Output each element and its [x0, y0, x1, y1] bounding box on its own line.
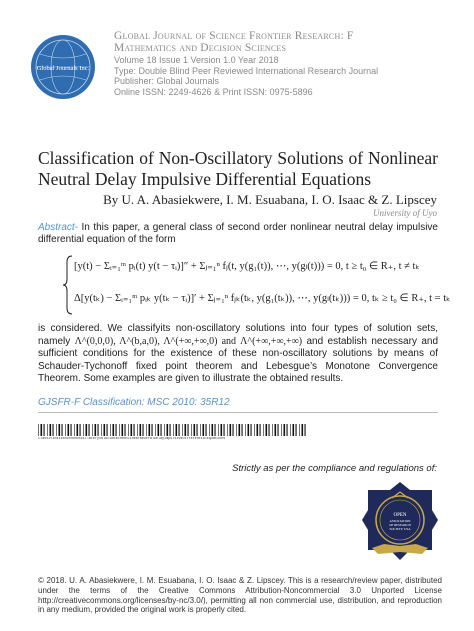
barcode-bar: [107, 424, 108, 436]
svg-text:ASSOCIATION: ASSOCIATION: [389, 519, 411, 523]
barcode-bar: [227, 424, 228, 436]
classification: GJSFR-F Classification: MSC 2010: 35R12: [38, 397, 230, 408]
barcode-bar: [92, 424, 93, 436]
barcode-bar: [230, 424, 232, 436]
barcode-icon: [38, 424, 308, 436]
barcode-bar: [53, 424, 54, 436]
equation-system: [62, 254, 452, 316]
barcode-bar: [224, 424, 225, 436]
barcode-bar: [290, 424, 291, 436]
barcode-bar: [302, 424, 304, 436]
barcode-bar: [188, 424, 189, 436]
barcode-bar: [125, 424, 126, 436]
barcode-bar: [56, 424, 57, 436]
publisher-line: Publisher: Global Journals: [114, 76, 220, 87]
paper-title: Classification of Non-Oscillatory Solutions of Nonlinear Neutral Delay Impulsive Differential Equations: [38, 148, 438, 189]
barcode-bar: [86, 424, 88, 436]
compliance-text: Strictly as per the compliance and regulations of:: [232, 463, 437, 474]
left-brace-icon: [62, 254, 74, 316]
barcode-bar: [167, 424, 169, 436]
barcode-bar: [158, 424, 160, 436]
divider: [38, 412, 438, 413]
barcode-bar: [278, 424, 279, 436]
barcode-bar: [110, 424, 111, 436]
journal-info: [114, 30, 454, 97]
barcode-bar: [77, 424, 79, 436]
barcode-bar: [284, 424, 286, 436]
equation-line-2: Δ[y(tₖ) − Σᵢ₌₁ᵐ pᵢₖ y(tₖ − τᵢ)]′ + Σⱼ₌₁ⁿ fⱼₖ(tₖ, y(g₁(tₖ)), ⋯, y(gₗ(tₖ))) = 0, tₖ ≥ t₀ ∈ R₊, t = tₖ: [74, 293, 451, 304]
barcode-bar: [122, 424, 124, 436]
barcode-bar: [176, 424, 178, 436]
barcode-bar: [218, 424, 219, 436]
journal-title-line1: Global Journal of Science Frontier Research: F: [114, 30, 354, 42]
barcode-bar: [245, 424, 246, 436]
barcode-bar: [248, 424, 250, 436]
barcode-bar: [305, 424, 306, 436]
solution-sets: Λ^(0,0,0), Λ^(b,a,0), Λ^(+∞,+∞,0) and Λ^(+∞,+∞,+∞): [74, 335, 303, 347]
svg-text:OF RESEARCH: OF RESEARCH: [389, 523, 411, 527]
barcode-bar: [59, 424, 61, 436]
barcode-bar: [41, 424, 43, 436]
barcode-bar: [89, 424, 90, 436]
barcode-bar: [206, 424, 207, 436]
abstract-body-part1: is considered. We classifyits non-oscillatory solutions into four types of solution sets, namely: [38, 323, 438, 347]
barcode-text: ClassificationofNonOscillatorySolutionsofNonlinearNeutralDelayImpulsiveDifferentialEquations: [38, 437, 226, 441]
barcode-bar: [185, 424, 187, 436]
abstract-intro-text: In this paper, a general class of second order nonlinear neutral delay impulsive differential equation of the form: [38, 222, 438, 246]
license-footer: © 2018. U. A. Abasiekwere, I. M. Esuabana, I. O. Isaac & Z. Lipscey. This is a research/review paper, distributed under the terms of the Creative Commons Attribution-Noncommercial 3.0 Unported License http://creativecommons.org/licenses/by-nc/3.0/), permitting all non commercial use, distribution, and reproduction in any medium, provided the original work is properly cited.: [38, 576, 442, 615]
barcode-bar: [164, 424, 165, 436]
barcode-bar: [143, 424, 144, 436]
barcode-bar: [293, 424, 295, 436]
paper-authors: By U. A. Abasiekwere, I. M. Esuabana, I. O. Isaac & Z. Lipscey: [103, 192, 437, 207]
logo-text: Global Journals Inc.: [36, 65, 90, 72]
barcode-bar: [266, 424, 268, 436]
barcode-bar: [137, 424, 138, 436]
barcode-bar: [209, 424, 210, 436]
barcode-bar: [254, 424, 255, 436]
barcode-bar: [182, 424, 183, 436]
barcode-bar: [236, 424, 237, 436]
barcode-bar: [161, 424, 162, 436]
svg-text:SOCIETY, USA: SOCIETY, USA: [389, 527, 411, 531]
barcode-bar: [50, 424, 52, 436]
volume-line: Volume 18 Issue 1 Version 1.0 Year 2018: [114, 55, 279, 65]
barcode-bar: [173, 424, 174, 436]
barcode-bar: [203, 424, 205, 436]
barcode-bar: [140, 424, 142, 436]
global-journals-logo-icon: [30, 34, 96, 100]
barcode-bar: [170, 424, 171, 436]
abstract-body-part2: and establish necessary and sufficient conditions for the existence of these non-oscillatory solutions by means of Schauder-Tychonoff fixed point theorem and Lebesgue’s Monotone Convergence Theorem. Some examples are given to illustrate the obtained results.: [38, 335, 439, 385]
abstract-body: [38, 323, 438, 386]
journal-title-line2: Mathematics and Decision Sciences: [114, 42, 287, 54]
barcode-bar: [47, 424, 48, 436]
barcode-bar: [260, 424, 261, 436]
barcode-bar: [71, 424, 72, 436]
equation-line-1: [y(t) − Σᵢ₌₁ᵐ pᵢ(t) y(t − τᵢ)]″ + Σⱼ₌₁ⁿ fⱼ(t, y(g₁(t)), ⋯, y(gₗ(t))) = 0, t ≥ t₀ ∈ R₊, t ≠ tₖ: [74, 261, 420, 272]
barcode-bar: [215, 424, 216, 436]
barcode-bar: [275, 424, 277, 436]
barcode-bar: [131, 424, 133, 436]
barcode-bar: [104, 424, 106, 436]
barcode-bar: [251, 424, 252, 436]
barcode-bar: [146, 424, 147, 436]
barcode-bar: [68, 424, 70, 436]
barcode-bar: [197, 424, 198, 436]
barcode-bar: [113, 424, 115, 436]
barcode-bar: [179, 424, 180, 436]
journal-header: [30, 30, 450, 110]
barcode-bar: [212, 424, 214, 436]
barcode-bar: [116, 424, 117, 436]
barcode-bar: [299, 424, 300, 436]
barcode-bar: [98, 424, 99, 436]
open-association-seal-icon: [362, 480, 438, 562]
barcode-bar: [257, 424, 259, 436]
barcode-bar: [128, 424, 129, 436]
barcode-bar: [95, 424, 97, 436]
barcode-bar: [80, 424, 81, 436]
issn-line: Online ISSN: 2249-4626 & Print ISSN: 0975-5896: [114, 86, 313, 97]
paper-affiliation: University of Uyo: [373, 208, 437, 218]
barcode-bar: [272, 424, 273, 436]
barcode-bar: [239, 424, 241, 436]
barcode-bar: [263, 424, 264, 436]
barcode-bar: [155, 424, 156, 436]
barcode-bar: [65, 424, 66, 436]
barcode-bar: [296, 424, 297, 436]
barcode-bar: [242, 424, 243, 436]
abstract-label: Abstract-: [38, 222, 79, 233]
barcode-bar: [38, 424, 39, 436]
barcode-bar: [233, 424, 234, 436]
type-line: Type: Double Blind Peer Reviewed International Research Journal: [114, 65, 379, 76]
barcode-bar: [83, 424, 84, 436]
abstract-intro: [38, 222, 438, 247]
barcode-bar: [101, 424, 102, 436]
barcode-bar: [281, 424, 282, 436]
barcode-bar: [221, 424, 223, 436]
barcode-bar: [149, 424, 151, 436]
barcode-bar: [44, 424, 45, 436]
barcode-bar: [269, 424, 270, 436]
barcode-bar: [62, 424, 63, 436]
barcode-bar: [119, 424, 120, 436]
barcode-bar: [74, 424, 75, 436]
barcode-bar: [134, 424, 135, 436]
barcode-bar: [194, 424, 196, 436]
svg-text:OPEN: OPEN: [393, 513, 407, 518]
barcode-bar: [191, 424, 192, 436]
barcode-bar: [152, 424, 153, 436]
barcode-bar: [200, 424, 201, 436]
barcode-bar: [287, 424, 288, 436]
